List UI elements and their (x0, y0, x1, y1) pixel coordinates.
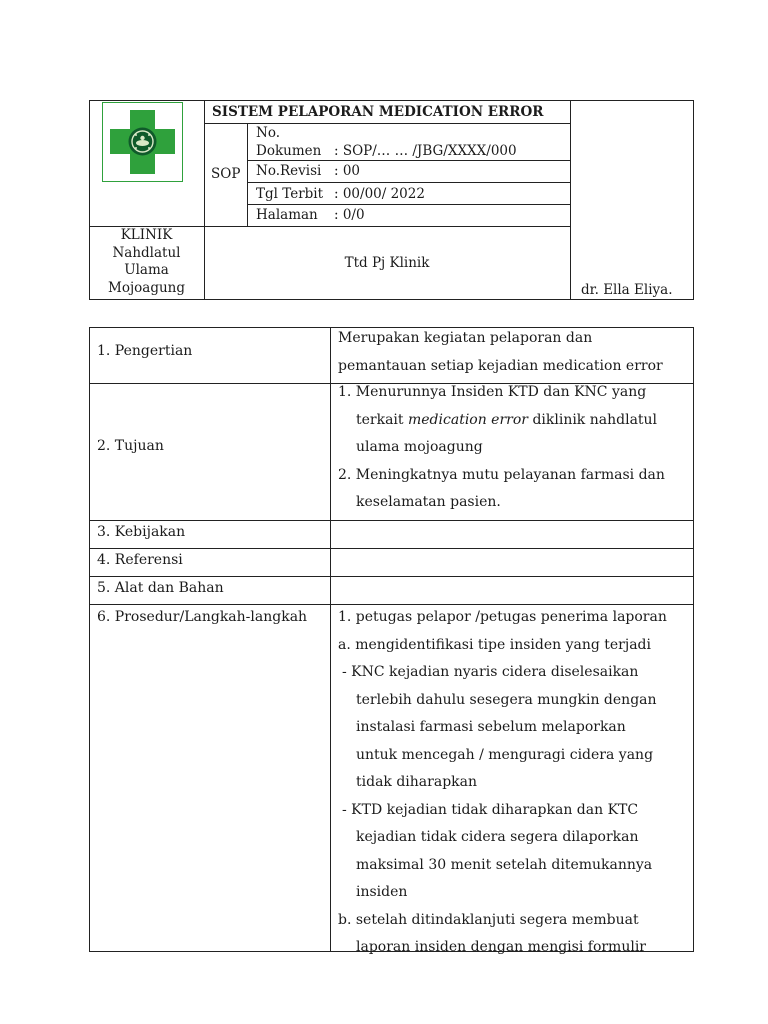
signatory-name: dr. Ella Eliya. (581, 282, 673, 298)
section-label: 6. Prosedur/Langkah-langkah (97, 609, 308, 625)
sop-label: SOP (211, 166, 241, 182)
page-label: Halaman (256, 207, 318, 223)
section-label: 1. Pengertian (97, 343, 193, 359)
doc-no-value: : SOP/… … /JBG/XXXX/000 (334, 143, 517, 159)
table-row-referensi (89, 548, 694, 576)
table-row-prosedur (89, 604, 694, 955)
sop-content-table (89, 327, 694, 955)
doc-no-label-line1: No. (256, 125, 280, 141)
doc-no-label-line2: Dokumen (256, 143, 322, 159)
section-label: 5. Alat dan Bahan (97, 580, 224, 596)
issue-date-value: : 00/00/ 2022 (334, 186, 425, 202)
issue-date-label: Tgl Terbit (256, 186, 324, 202)
clinic-name: KLINIK Nahdlatul Ulama Mojoagung (108, 227, 185, 296)
section-label: 2. Tujuan (97, 438, 164, 454)
revision-value: : 00 (334, 163, 361, 179)
section-label: 3. Kebijakan (97, 524, 186, 540)
revision-label: No.Revisi (256, 163, 322, 179)
document-header-table (89, 100, 694, 300)
document-title: SISTEM PELAPORAN MEDICATION ERROR (212, 104, 544, 120)
table-row-kebijakan (89, 520, 694, 548)
signature-label: Ttd Pj Klinik (344, 255, 430, 271)
table-row-alat-bahan (89, 576, 694, 604)
section-content: 1. petugas pelapor /petugas penerima laporan a. mengidentifikasi tipe insiden yang terjadi - KNC kejadian nyaris cidera diselesaikan terlebih dahulu sesegera mungkin dengan instalasi farmasi sebelum melaporkan untuk mencegah / menguragi cidera yang tidak diharapkan - KTD kejadian tidak diharapkan dan KTC kejadian tidak cidera segera dilaporkan maksimal 30 menit setelah ditemukannya insiden b. setelah ditindaklanjuti segera membuat laporan insiden dengan mengisi formulir (338, 609, 667, 955)
table-row-pengertian (89, 327, 694, 383)
clinic-logo (102, 102, 183, 182)
section-content: Merupakan kegiatan pelaporan dan pemantauan setiap kejadian medication error (338, 330, 663, 374)
page-value: : 0/0 (334, 207, 365, 223)
section-label: 4. Referensi (97, 552, 183, 568)
table-row-tujuan (89, 383, 694, 520)
section-content: 1. Menurunnya Insiden KTD dan KNC yang terkait medication error diklinik nahdlatul ulama mojoagung 2. Meningkatnya mutu pelayanan farmasi dan keselamatan pasien. (338, 384, 665, 510)
green-cross-logo-icon (103, 103, 182, 181)
